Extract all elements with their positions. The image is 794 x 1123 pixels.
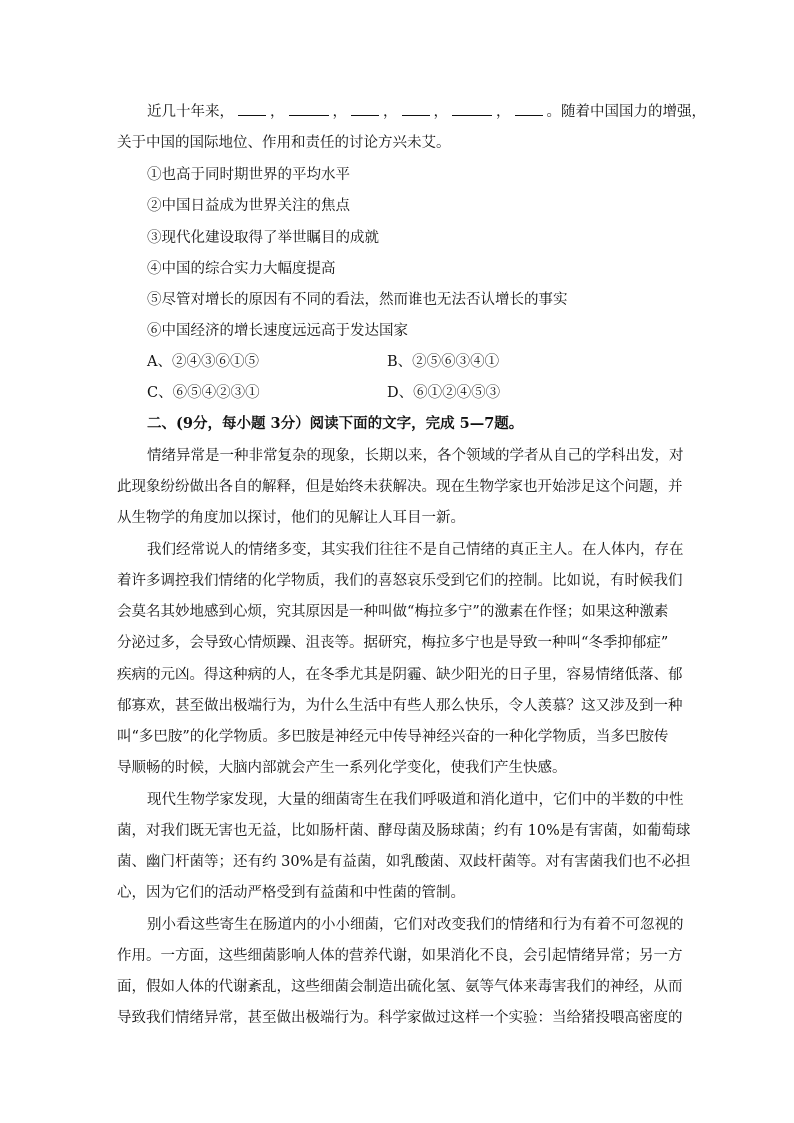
section-heading: 二、(9分，每小题 3分）阅读下面的文字，完成 5—7题。 [147, 415, 524, 432]
option-c: C、⑥⑤④②③① [147, 385, 260, 401]
paragraph-2-line-7: 叫“多巴胺”的化学物质。多巴胺是神经元中传导神经兴奋的一种化学物质，当多巴胺传 [117, 729, 669, 745]
stem-prefix: 近几十年来， [147, 104, 234, 120]
answer-blank-5 [452, 101, 492, 116]
paragraph-4-line-4: 导致我们情绪异常，甚至做出极端行为。科学家做过这样一个实验：当给猪投喂高密度的 [117, 1010, 683, 1026]
paragraph-4-line-2: 作用。一方面，这些细菌影响人体的营养代谢，如果消化不良，会引起情绪异常；另一方 [117, 948, 683, 964]
paragraph-3-line-2: 菌，对我们既无害也无益，比如肠杆菌、酵母菌及肠球菌；约有 10%是有害菌，如葡萄球 [117, 823, 691, 839]
paragraph-1-line-1: 情绪异常是一种非常复杂的现象，长期以来，各个领域的学者从自己的学科出发，对 [147, 448, 684, 464]
answer-blank-2 [289, 101, 329, 116]
paragraph-4-line-3: 面，假如人体的代谢紊乱，这些细菌会制造出硫化氢、氨等气体来毒害我们的神经，从而 [117, 979, 683, 995]
answer-blank-4 [402, 101, 430, 116]
paragraph-2-line-8: 导顺畅的时候，大脑内部就会产生一系列化学变化，使我们产生快感。 [117, 760, 567, 776]
paragraph-2-line-6: 郁寡欢，甚至做出极端行为，为什么生活中有些人那么快乐，令人羡慕？这又涉及到一种 [117, 698, 683, 714]
blank-separator: ， [383, 104, 398, 120]
blank-separator: ， [433, 104, 448, 120]
paragraph-4-line-1: 别小看这些寄生在肠道内的小小细菌，它们对改变我们的情绪和行为有着不可忽视的 [147, 917, 684, 933]
question-stem-line2: 关于中国的国际地位、作用和责任的讨论方兴未艾。 [117, 135, 451, 151]
answer-blank-1 [238, 101, 266, 116]
blank-separator: ， [496, 104, 511, 120]
blank-separator: ， [270, 104, 285, 120]
paragraph-3-line-4: 心，因为它们的活动严格受到有益菌和中性菌的管制。 [117, 885, 465, 901]
question-stem-line1 [147, 101, 706, 122]
sentence-item-4: ④中国的综合实力大幅度提高 [147, 261, 336, 277]
sentence-item-3: ③现代化建设取得了举世瞩目的成就 [147, 230, 379, 246]
paragraph-3-line-1: 现代生物学家发现，大量的细菌寄生在我们呼吸道和消化道中，它们中的半数的中性 [147, 792, 684, 808]
blank-separator: ， [332, 104, 347, 120]
stem-suffix: 。随着中国国力的增强， [546, 104, 706, 120]
answer-blank-3 [351, 101, 379, 116]
paragraph-2-line-2: 着许多调控我们情绪的化学物质，我们的喜怒哀乐受到它们的控制。比如说，有时候我们 [117, 573, 683, 589]
sentence-item-2: ②中国日益成为世界关注的焦点 [147, 198, 350, 214]
option-a: A、②④③⑥①⑤ [147, 354, 259, 370]
answer-blank-6 [515, 101, 543, 116]
paragraph-1-line-3: 从生物学的角度加以探讨，他们的见解让人耳目一新。 [117, 510, 465, 526]
paragraph-3-line-3: 菌、幽门杆菌等；还有约 30%是有益菌，如乳酸菌、双歧杆菌等。对有害菌我们也不必担 [117, 854, 691, 870]
paragraph-2-line-3: 会莫名其妙地感到心烦，究其原因是一种叫做“梅拉多宁”的激素在作怪；如果这种激素 [117, 604, 669, 620]
option-d: D、⑥①②④⑤③ [387, 385, 501, 401]
sentence-item-1: ①也高于同时期世界的平均水平 [147, 167, 350, 183]
paragraph-1-line-2: 此现象纷纷做出各自的解释，但是始终未获解决。现在生物学家也开始涉足这个问题，并 [117, 479, 683, 495]
sentence-item-5: ⑤尽管对增长的原因有不同的看法，然而谁也无法否认增长的事实 [147, 292, 568, 308]
paragraph-2-line-4: 分泌过多，会导致心情烦躁、沮丧等。据研究，梅拉多宁也是导致一种叫“冬季抑郁症” [117, 635, 669, 651]
paragraph-2-line-5: 疾病的元凶。得这种病的人，在冬季尤其是阴霾、缺少阳光的日子里，容易情绪低落、郁 [117, 667, 683, 683]
paragraph-2-line-1: 我们经常说人的情绪多变，其实我们往往不是自己情绪的真正主人。在人体内，存在 [147, 542, 684, 558]
option-b: B、②⑤⑥③④① [387, 354, 500, 370]
sentence-item-6: ⑥中国经济的增长速度远远高于发达国家 [147, 323, 408, 339]
